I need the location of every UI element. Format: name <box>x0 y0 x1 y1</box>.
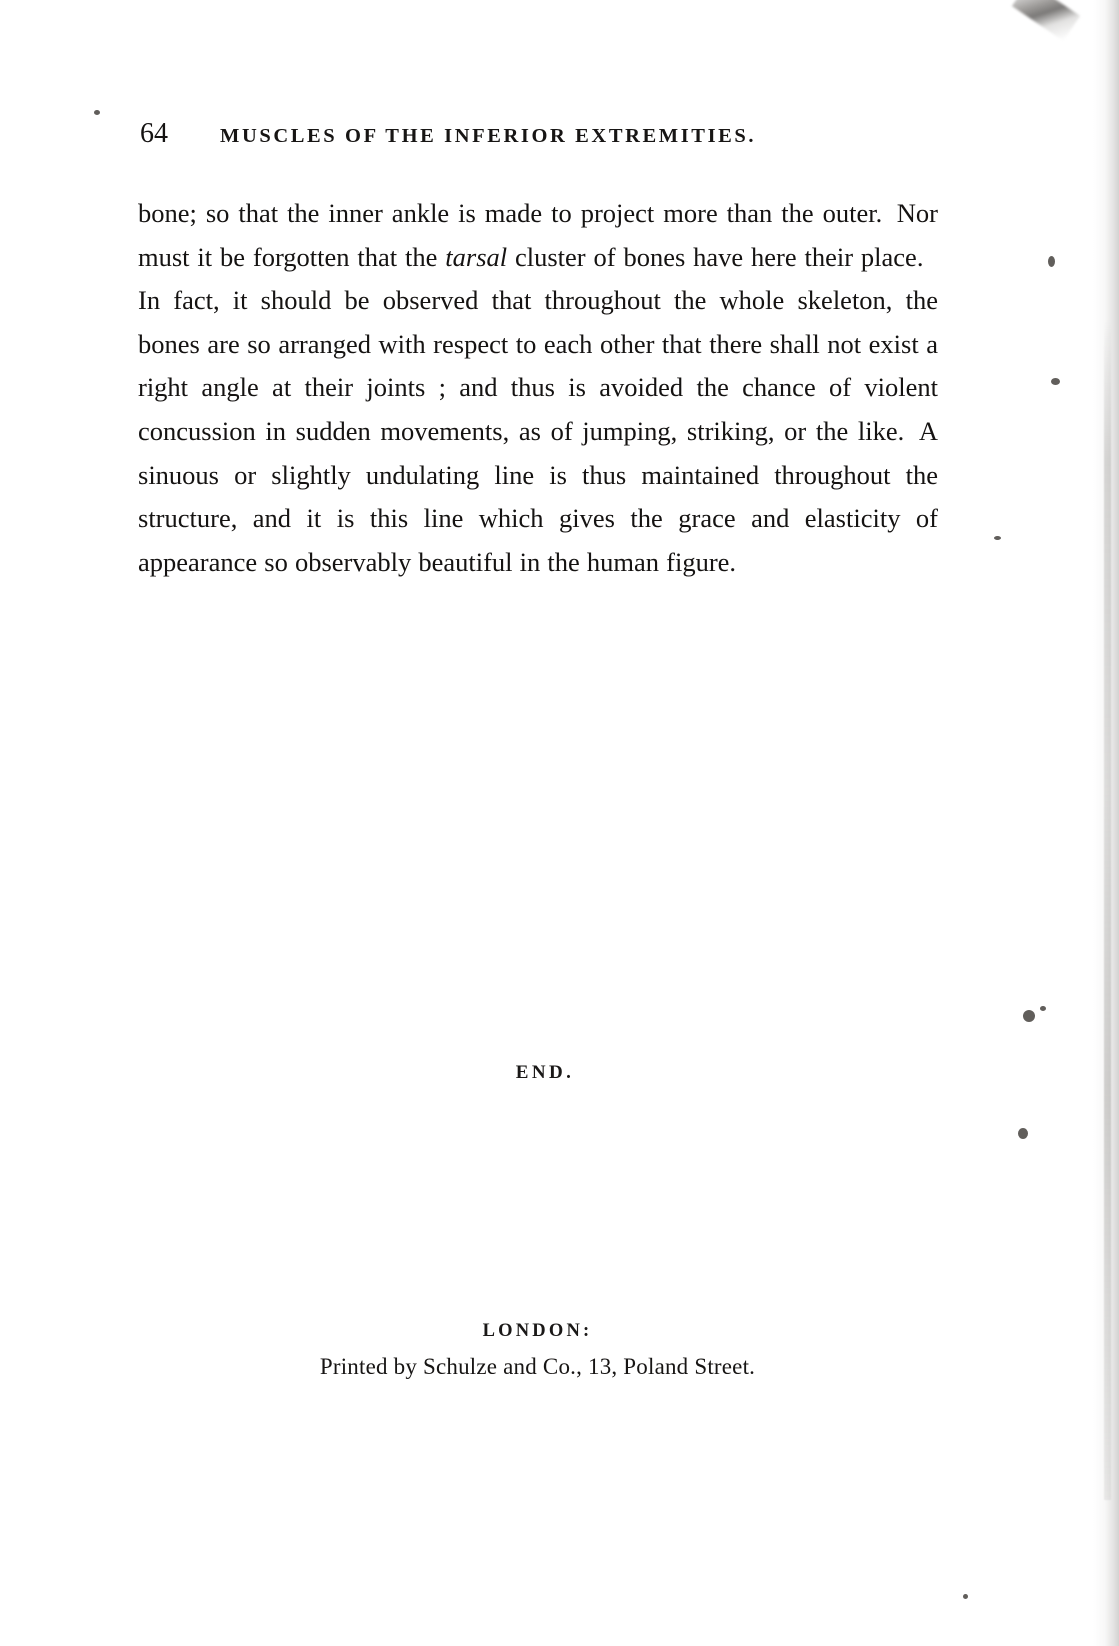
colophon-imprint: Printed by Schulze and Co., 13, Poland Street. <box>319 1354 756 1379</box>
body-sentence-4: In fact, it should be observed that throughout the whole skeleton, the bones are so arranged with respect to each other that there shall not exist a right angle at their joints ; and thus is avoided the chance of violent concussion in sudden movements, as of jumping, striking, or the like. <box>138 285 938 446</box>
emphasized-term: tarsal <box>445 241 508 272</box>
end-of-book-marker: END. <box>515 1062 575 1083</box>
page-folio-number: 64 <box>140 118 168 149</box>
body-sentence-2: Nor must it be forgotten that the <box>138 198 938 272</box>
scan-speck <box>1040 1006 1046 1011</box>
scan-speck <box>1018 1128 1028 1139</box>
scan-speck <box>1048 256 1055 267</box>
scan-speck <box>994 536 1001 540</box>
ink-smudge-top-right <box>1012 0 1080 41</box>
body-paragraph <box>138 192 938 584</box>
body-sentence-1: bone; so that the inner ankle is made to project more than the outer. <box>138 198 883 228</box>
scan-speck <box>1051 378 1060 385</box>
running-head-title: MUSCLES OF THE INFERIOR EXTREMITIES. <box>220 125 757 147</box>
page-edge-shadow-right-inner <box>1104 320 1111 1500</box>
scan-speck <box>963 1594 968 1599</box>
body-text-block <box>138 192 938 584</box>
scan-speck <box>94 110 100 115</box>
body-sentence-5: A sinuous or slightly undulating line is thus maintained throughout the structure, and it is this line which gives the grace and elasticity of appearance so observably beautiful in the human figure. <box>138 415 938 577</box>
colophon-city: LONDON: <box>482 1321 593 1341</box>
running-head <box>140 118 940 150</box>
colophon <box>0 1316 1075 1384</box>
scan-speck <box>1023 1010 1035 1022</box>
body-sentence-3: cluster of bones have here their place. <box>507 241 924 272</box>
page-edge-shadow-right <box>1093 0 1119 1646</box>
